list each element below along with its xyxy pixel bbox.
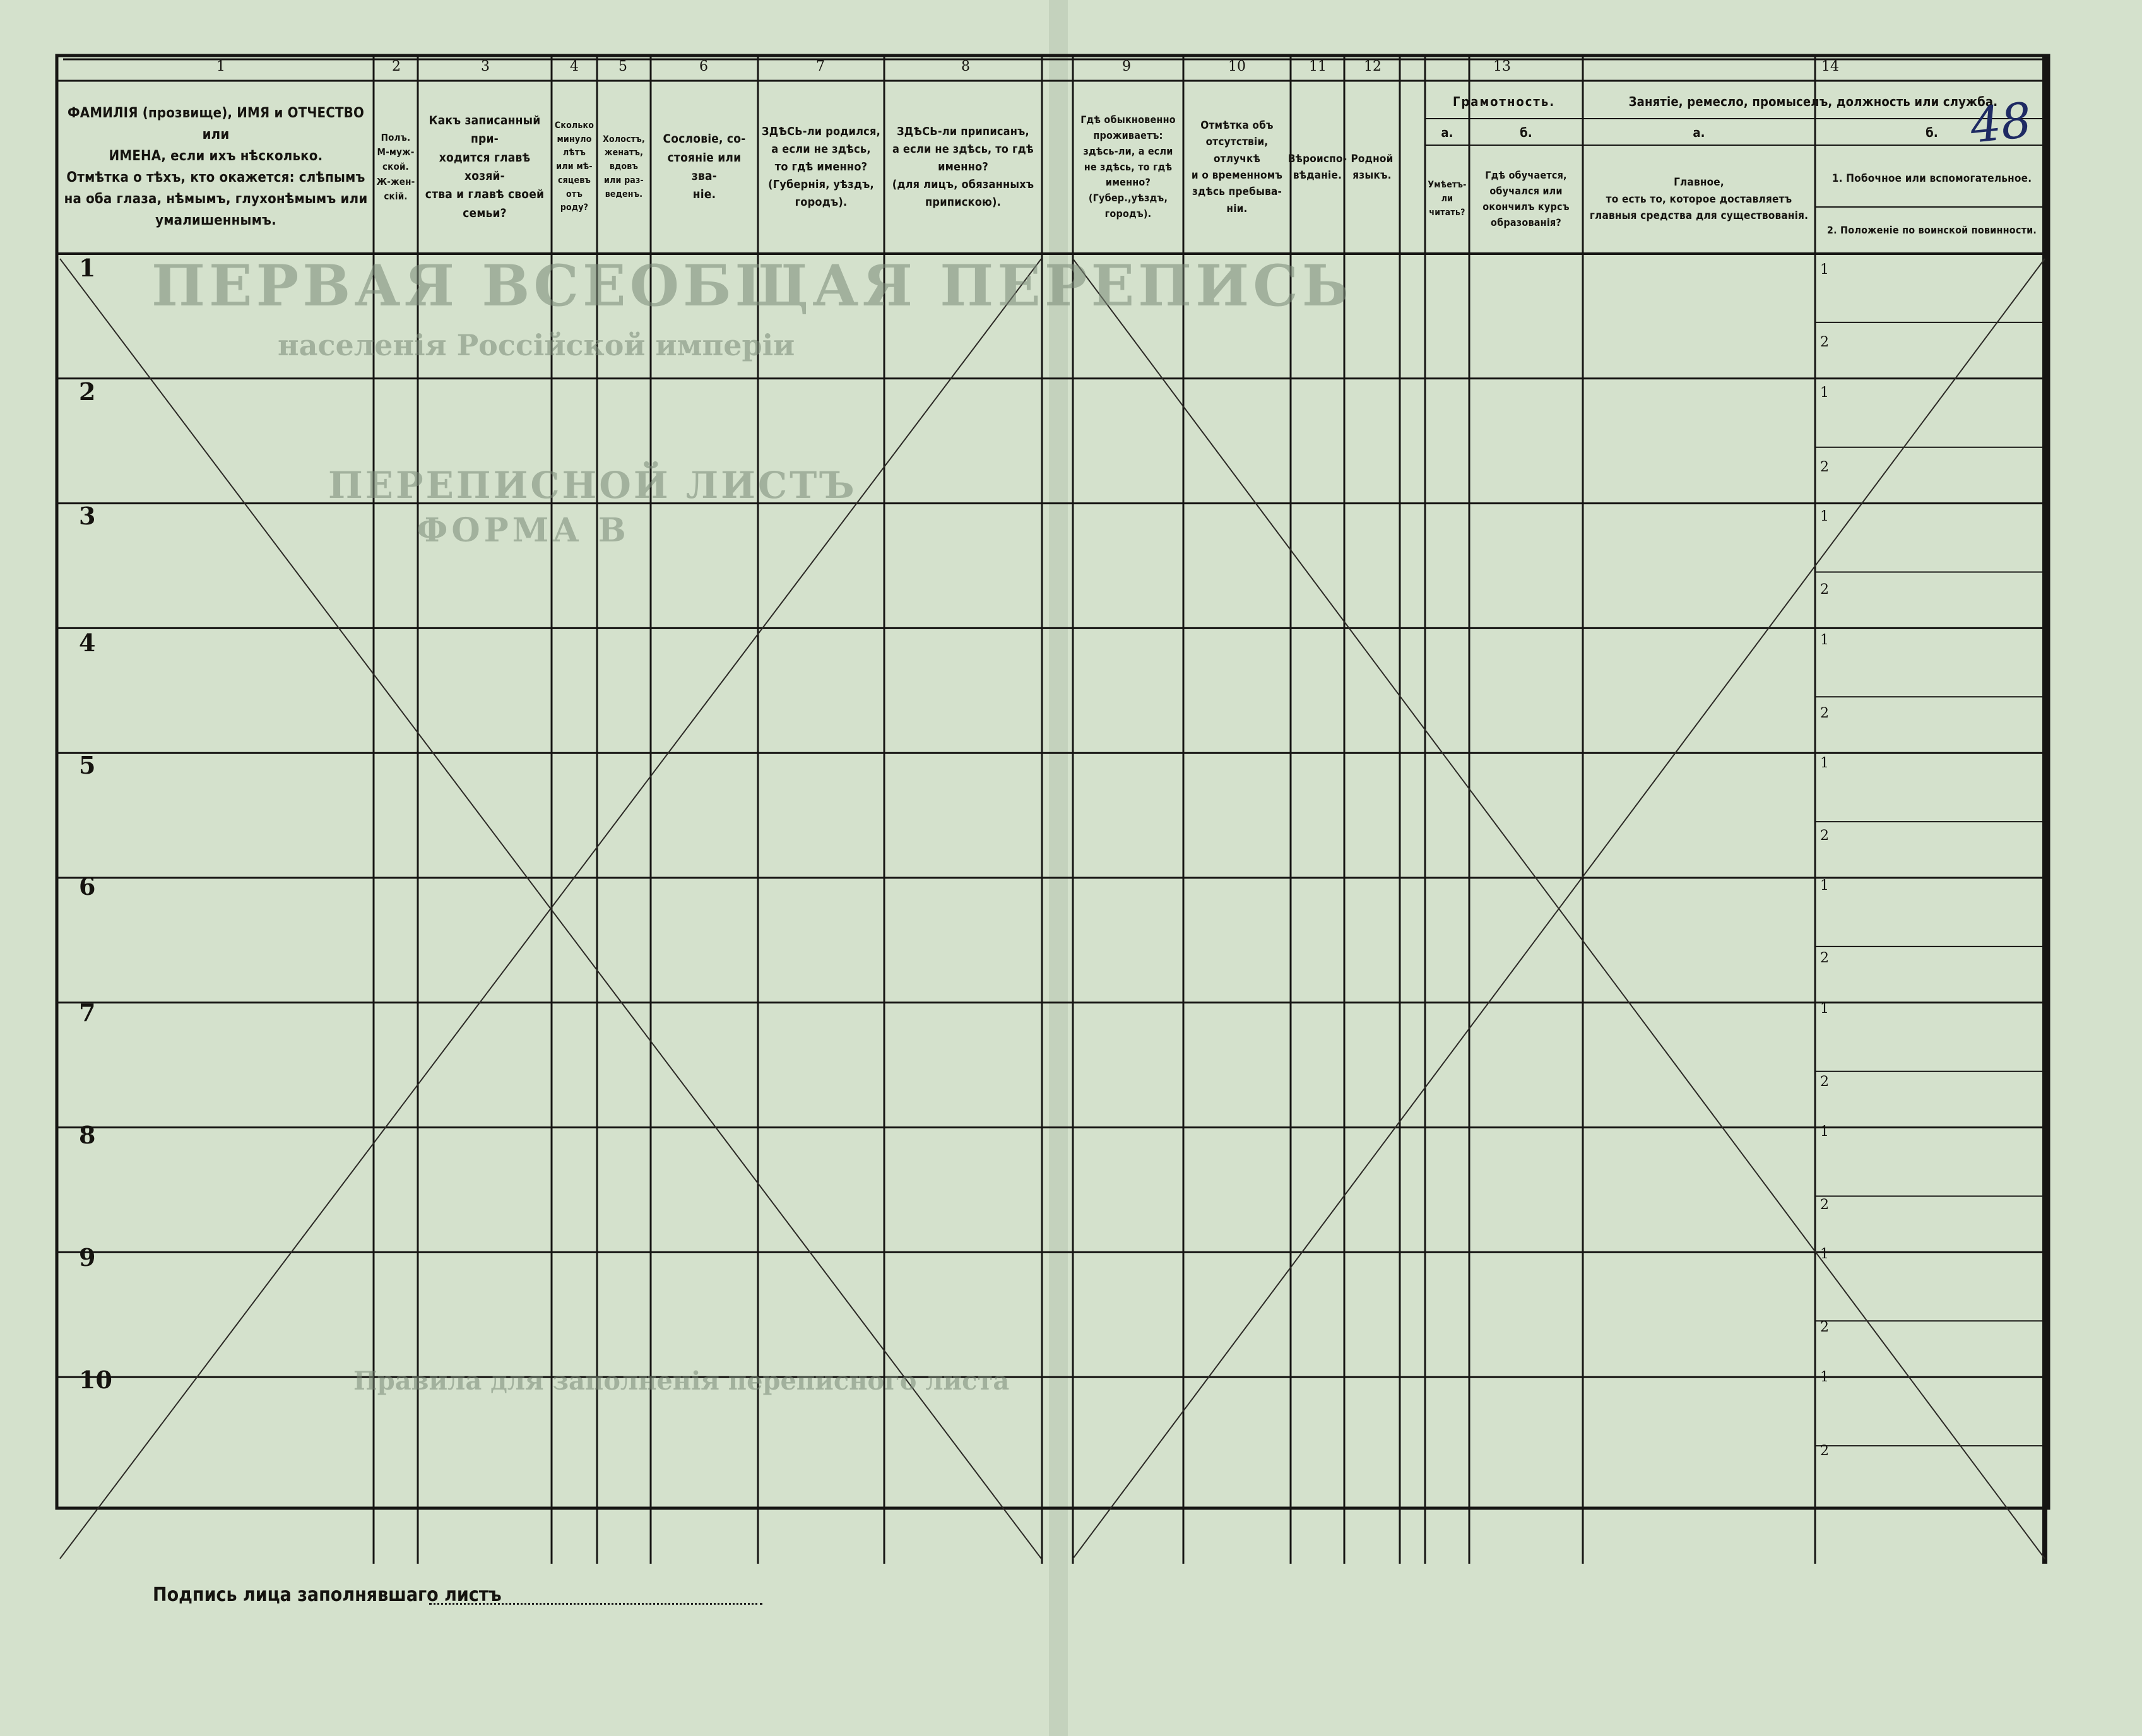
row-number-5: 5 <box>79 751 96 779</box>
header-literacy-a-text: Умѣетъ- ли читать? <box>1428 180 1467 218</box>
column-number-11: 11 <box>1309 59 1327 74</box>
column-number-4: 4 <box>570 59 579 74</box>
column-number-3: 3 <box>481 59 490 74</box>
handwritten-page-number: 48 <box>1967 92 2035 154</box>
column-number-12: 12 <box>1364 59 1382 74</box>
header-relation: Какъ записанный при- ходится главѣ хозяй- ства и главѣ своей семьи? <box>425 113 545 220</box>
subrow-number-10-2: 2 <box>1820 1443 1829 1459</box>
header-residence: Гдѣ обыкновенно проживаетъ: здѣсь-ли, а если не здѣсь, то гдѣ именно? (Губер.,уѣздъ, городъ). <box>1080 114 1176 220</box>
ghost-sheet: ПЕРЕПИСНОЙ ЛИСТЪ <box>328 464 857 507</box>
header-estate: Сословіе, со- стояніе или зва- ніе. <box>663 132 746 202</box>
ghost-rules: Правила для заполненія переписного листа <box>353 1366 1010 1396</box>
subrow-number-4-2: 2 <box>1820 706 1829 721</box>
column-number-2: 2 <box>392 59 401 74</box>
ghost-form: ФОРМА В <box>417 511 630 550</box>
header-literacy-b-text: Гдѣ обучается, обучался или окончилъ курсъ образованія? <box>1482 169 1570 228</box>
header-occupation-a: а. <box>1693 124 1705 140</box>
header-literacy-a: а. <box>1441 124 1453 140</box>
row-number-8: 8 <box>79 1121 96 1149</box>
subrow-number-8-1: 1 <box>1820 1124 1829 1140</box>
subrow-number-9-1: 1 <box>1820 1246 1829 1262</box>
header-literacy-b: б. <box>1520 124 1532 140</box>
subrow-number-1-1: 1 <box>1820 262 1829 278</box>
column-number-7: 7 <box>816 59 825 74</box>
column-number-6: 6 <box>699 59 708 74</box>
subrow-number-2-1: 1 <box>1820 385 1829 401</box>
subrow-number-3-1: 1 <box>1820 509 1829 524</box>
header-occupation-main: Главное, то есть то, которое доставляетъ главныя средства для существованія. <box>1589 176 1809 223</box>
header-birthplace: ЗДѢСЬ-ли родился, а если не здѣсь, то гдѣ именно? (Губернія, уѣздъ, городъ). <box>762 125 880 209</box>
header-absence: Отмѣтка объ отсутствіи, отлучкѣ и о временномъ здѣсь пребыва- ніи. <box>1191 119 1283 215</box>
row-number-7: 7 <box>79 998 96 1027</box>
header-marital: Холостъ, женатъ, вдовъ или раз- веденъ. <box>603 134 645 199</box>
subrow-number-10-1: 1 <box>1820 1369 1829 1385</box>
row-number-10: 10 <box>79 1366 112 1394</box>
header-sex: Полъ. М-муж- ской. Ж-жен- скій. <box>376 131 415 202</box>
header-military-status: 2. Положеніе по воинской повинности. <box>1826 223 2037 236</box>
column-number-14: 14 <box>1821 59 1839 74</box>
header-occupation-side: 1. Побочное или вспомогательное. <box>1831 172 2032 185</box>
column-number-9: 9 <box>1122 59 1131 74</box>
subrow-number-3-2: 2 <box>1820 582 1829 598</box>
subrow-number-5-1: 1 <box>1820 755 1829 771</box>
header-language: Родной языкъ. <box>1351 152 1393 182</box>
row-number-2: 2 <box>79 377 96 406</box>
subrow-number-7-1: 1 <box>1820 1001 1829 1017</box>
subrow-number-5-2: 2 <box>1820 828 1829 844</box>
row-number-3: 3 <box>79 502 96 530</box>
column-number-13: 13 <box>1493 59 1511 74</box>
column-number-1: 1 <box>216 59 225 74</box>
subrow-number-6-2: 2 <box>1820 950 1829 966</box>
row-number-9: 9 <box>79 1243 96 1272</box>
subrow-number-7-2: 2 <box>1820 1074 1829 1090</box>
subrow-number-9-2: 2 <box>1820 1320 1829 1335</box>
header-religion: Вѣроиспо- вѣданіе. <box>1287 152 1347 182</box>
ghost-subtitle: населенія Россійской имперіи <box>278 328 795 362</box>
subrow-number-6-1: 1 <box>1820 878 1829 894</box>
column-number-5: 5 <box>618 59 627 74</box>
row-number-4: 4 <box>79 629 96 657</box>
subrow-number-8-2: 2 <box>1820 1197 1829 1213</box>
header-name: ФАМИЛІЯ (прозвище), ИМЯ и ОТЧЕСТВО или ИМЕНА, если ихъ нѣсколько. Отмѣтка о тѣхъ, кто окажется: слѣпымъ на оба глаза, нѣмымъ, глухонѣмымъ или умалишеннымъ. <box>64 105 368 229</box>
row-number-1: 1 <box>79 254 96 282</box>
column-number-8: 8 <box>961 59 970 74</box>
row-number-6: 6 <box>79 872 96 900</box>
header-age: Сколько минуло лѣтъ или мѣ- сяцевъ отъ роду? <box>554 121 595 213</box>
header-occupation-b: б. <box>1926 124 1938 140</box>
subrow-number-1-2: 2 <box>1820 334 1829 350</box>
subrow-number-2-2: 2 <box>1820 459 1829 475</box>
ghost-title: ПЕРВАЯ ВСЕОБЩАЯ ПЕРЕПИСЬ <box>151 252 1353 319</box>
header-literacy: Грамотность. <box>1452 93 1556 109</box>
subrow-number-4-1: 1 <box>1820 632 1829 648</box>
header-occupation: Занятіе, ремесло, промыселъ, должность или служба. <box>1628 93 1998 109</box>
column-number-10: 10 <box>1228 59 1246 74</box>
signature-line[interactable] <box>429 1603 762 1605</box>
signature-label: Подпись лица заполнявшаго листъ <box>153 1584 502 1606</box>
header-registration: ЗДѢСЬ-ли приписанъ, а если не здѣсь, то гдѣ именно? (для лицъ, обязанныхъ припискою). <box>892 125 1034 209</box>
